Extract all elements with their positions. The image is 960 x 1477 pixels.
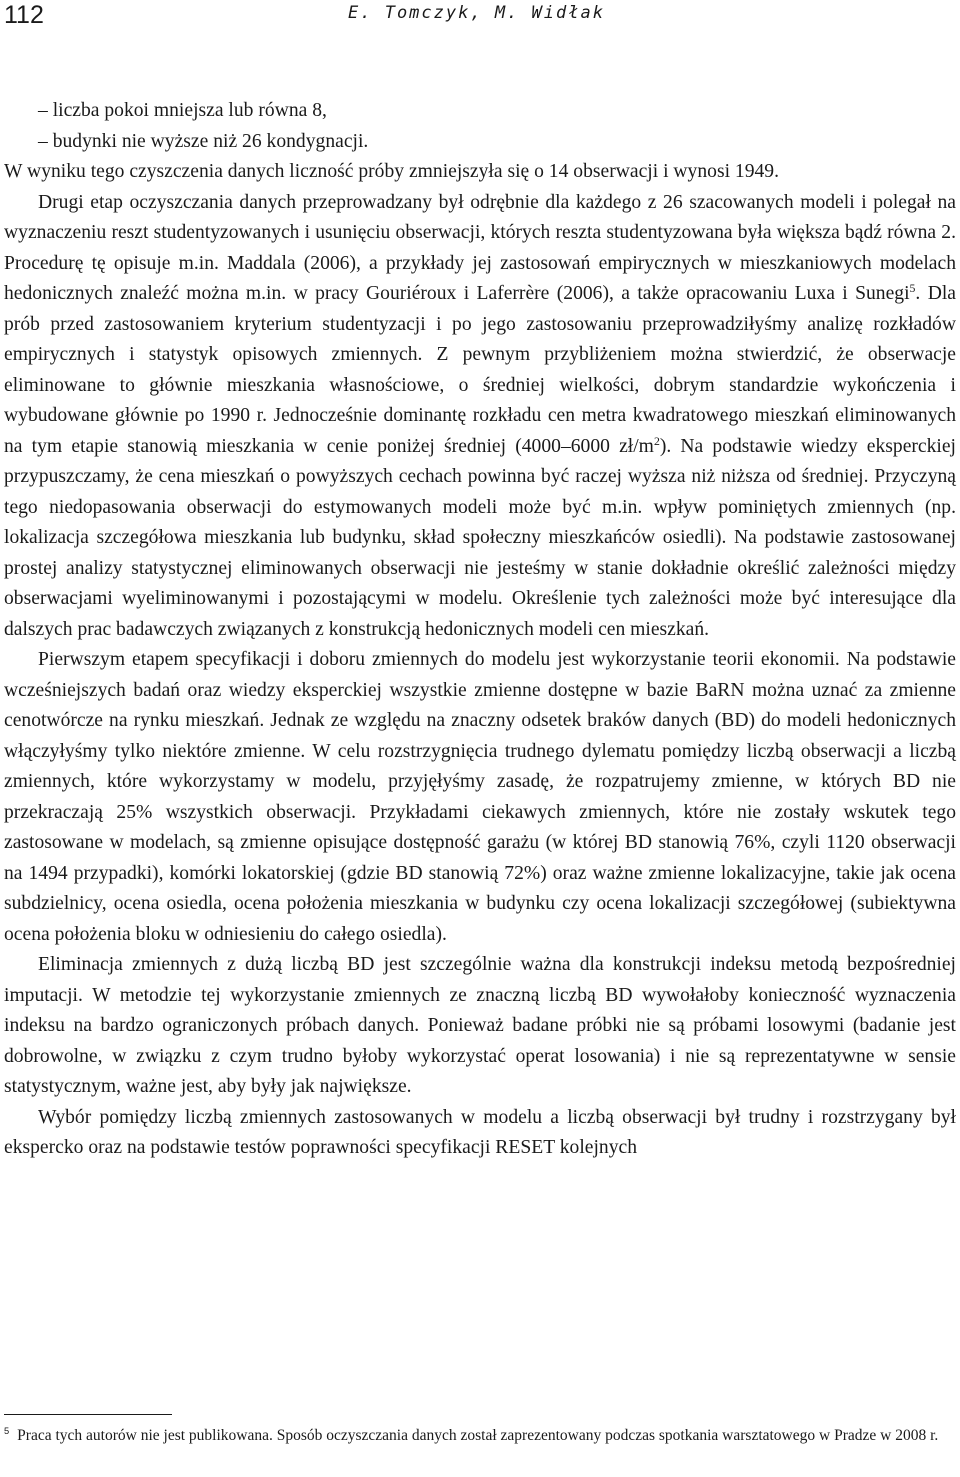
footnote-reference: 5 <box>909 281 916 295</box>
paragraph: W wyniku tego czyszczenia danych liczność próby zmniejszyła się o 14 obserwacji i wynosi 1949. <box>4 161 780 182</box>
paragraph: Eliminacja zmiennych z dużą liczbą BD jest szczególnie ważna dla konstrukcji indeksu metodą bezpośredniej imputacji. W metodzie tej wykorzystanie zmiennych ze znaczną liczbą BD wywołałoby konieczność wyznaczenia indeksu na bardzo ograniczonych próbach danych. Ponieważ badane próbki nie są próbami losowymi (badanie jest dobrowolne, w związku z czym trudno byłoby wykorzystać operat losowania) i nie są reprezentatywne w sensie statystycznym, ważne jest, aby były jak największe. <box>4 954 956 1097</box>
paragraph: Pierwszym etapem specyfikacji i doboru zmiennych do modelu jest wykorzystanie teorii ekonomii. Na podstawie wcześniejszych badań oraz wiedzy eksperckiej wszystkie zmienne dostępne w bazie BaRN można uznać za zmienne cenotwórcze na rynku mieszkań. Jednak ze względu na znaczny odsetek braków danych (BD) do modeli hedonicznych włączyłyśmy tylko niektóre zmienne. W celu rozstrzygnięcia trudnego dylematu pomiędzy liczbą obserwacji a liczbą zmiennych, które wykorzystamy w modelu, przyjęłyśmy zasadę, że rozpatrujemy zmienne, w których BD nie przekraczają 25% wszystkich obserwacji. Przykładami ciekawych zmiennych, które nie zostały wskutek tego zastosowane w modelach, są zmienne opisujące dostępność garażu (w której BD stanowią 76%, czyli 1120 obserwacji na 1494 przypadki), komórki lokatorskiej (gdzie BD stanowią 72%) oraz ważne zmienne lokalizacyjne, takie jak ocena subdzielnicy, ocena osiedla, ocena położenia mieszkania w budynku czy ocena lokalizacji szczegółowej (subiektywna ocena położenia bloku w odniesieniu do całego osiedla). <box>4 649 956 945</box>
paragraph-text: Drugi etap oczyszczania danych przeprowadzany był odrębnie dla każdego z 26 szacowanych modeli i polegał na wyznaczeniu reszt studentyzowanych i usunięciu obserwacji, których reszta studentyzowana była większa bądź równa 2. Procedurę tę opisuje m.in. Maddala (2006), a przykłady jej zastosowań empirycznych w mieszkaniowych modelach hedonicznych znaleźć można m.in. w pracy Gouriéroux i Laferrère (2006), a także opracowaniu Luxa i Sunegi <box>4 191 956 304</box>
paragraph <box>4 188 956 646</box>
footnote <box>4 1424 956 1448</box>
page-header <box>0 0 960 32</box>
superscript: 2 <box>653 434 660 448</box>
paragraph-text: ). Na podstawie wiedzy eksperckiej przypuszczamy, że cena mieszkań o powyższych cechach powinna być raczej wyższa niż niższa od średniej. Przyczyną tego niedopasowania obserwacji do estymowanych modeli może być m.in. wpływ pominiętych zmiennych (np. lokalizacja szczegółowa mieszkania lub budynku, skład społeczny mieszkańców osiedli). Na podstawie zastosowanej prostej analizy statystycznej eliminowanych obserwacji nie jesteśmy w stanie dokładnie określić zależności między obserwacjami wyeliminowanymi i pozostającymi w modelu. Określenie tych zależności może być interesujące dla dalszych prac badawczych związanych z konstrukcją hedonicznych modeli cen mieszkań. <box>4 435 957 640</box>
footnote-separator <box>4 1414 172 1415</box>
list-item: – liczba pokoi mniejsza lub równa 8, <box>38 100 327 121</box>
body-text <box>4 96 956 1164</box>
list-item: – budynki nie wyższe niż 26 kondygnacji. <box>38 130 369 152</box>
paragraph: Wybór pomiędzy liczbą zmiennych zastosowanych w modelu a liczbą obserwacji był trudny i rozstrzygany był ekspercko oraz na podstawie testów poprawności specyfikacji RESET kolejnych <box>4 1106 956 1158</box>
footnote-text: Praca tych autorów nie jest publikowana. Sposób oczyszczania danych został zaprezentowany podczas spotkania warsztatowego w Pradze w 2008 r. <box>17 1427 939 1444</box>
paragraph-text: . Dla prób przed zastosowaniem kryterium studentyzacji i po jego zastosowaniu przeprowadziłyśmy analizę rozkładów empirycznych i statystyk opisowych zmiennych. Z pewnym przybliżeniem można stwierdzić, że obserwacje eliminowane to głównie mieszkania własnościowe, o średniej wielkości, dobrym standardzie wykończenia i wybudowane głównie po 1990 r. Jednocześnie dominantę rozkładu cen metra kwadratowego mieszkań eliminowanych na tym etapie stanowią mieszkania w cenie poniżej średniej (4000–6000 zł/m <box>4 283 956 457</box>
footnote-mark: 5 <box>4 1426 10 1437</box>
page-number: 112 <box>4 1 44 29</box>
running-head: E. Tomczyk, M. Widłak <box>348 3 605 23</box>
